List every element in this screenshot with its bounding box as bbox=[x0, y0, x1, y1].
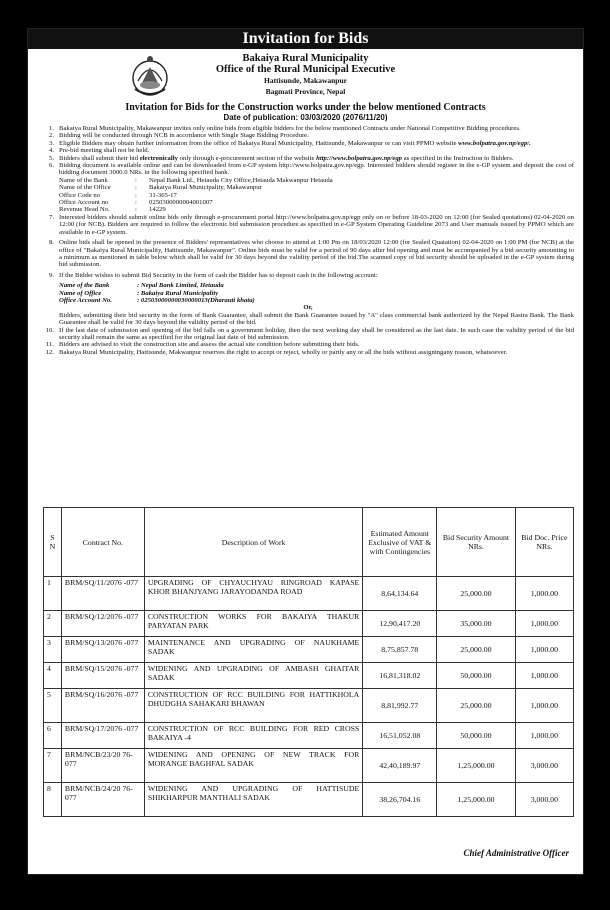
deposit-account-label: Name of the Bank bbox=[59, 282, 110, 290]
bank-detail-label: Revenue Head No. bbox=[59, 206, 110, 214]
cell-bid-security: 1,25,000.00 bbox=[437, 749, 515, 783]
bank-detail-label: Name of the Office bbox=[59, 184, 111, 192]
clause-9: 9. If the Bidder wishes to submit Bid Security in the form of cash the Bidder has to deposit cash in the following account: bbox=[48, 271, 378, 279]
cell-estimated-amount: 42,40,189.97 bbox=[363, 749, 437, 783]
deposit-account-label: Name of Office bbox=[59, 289, 102, 297]
header-contract-no: Contract No. bbox=[61, 508, 144, 577]
clause-4: 4. Pre-bid meeting shall not be held. bbox=[48, 147, 150, 155]
bank-detail-row bbox=[42, 192, 574, 199]
cell-contract-no: BRM/NCB/23/20 76-077 bbox=[61, 749, 144, 783]
deposit-account-value: : Nepal Bank Limited, Hetauda bbox=[137, 282, 224, 290]
signature-title: Chief Administrative Officer bbox=[463, 848, 569, 858]
clause-8: 8. Online bids shall be opened in the presence of Bidders' representatives who choose to attend at 1:00 Pm on 18/03/2020 12:00 (for Sealed Quatation) 02-04-2020 on 1:00 PM (for NCB) at the office of "Bakaiya Rural Municipality, Hattisunde, Makawanpur". Online bids must be valid for a period of 90 days after bid opening and must be accompanied by a bid security amounting to a minimum as mentioned in table below which shall be valid for 30 days beyond the validity period of the bid.The scanned copy of bid security should be uploaded in the e-GP system during bid submission. bbox=[48, 239, 574, 269]
cell-sn: 1 bbox=[44, 577, 62, 611]
office-header bbox=[28, 53, 583, 97]
cell-description: WIDENING AND UPGRADING OF AMBASH GHAITAR SADAK bbox=[144, 663, 362, 689]
cell-description: UPGRADING OF CHYAUCHYAU RINGROAD KAPASE KHOR BHANJYANG JARAYODANDA ROAD bbox=[144, 577, 362, 611]
deposit-account-label: Office Account No. bbox=[59, 296, 112, 304]
clause-6: 6. Bidding document is available online and can be downloaded from e-GP system http://www.bolpatra.gov.np/egp. Interested bidders should register in the e-GP system and deposit the cost of bidding document 3000.0 NRs. in the following specified bank. bbox=[48, 162, 574, 177]
cell-description: MAINTENANCE AND UPGRADING OF NAUKHAME SADAK bbox=[144, 637, 362, 663]
header-bid-doc-price: Bid Doc. Price NRs. bbox=[515, 508, 573, 577]
municipality-name: Bakaiya Rural Municipality bbox=[242, 53, 369, 64]
notice-heading: Invitation for Bids for the Construction works under the below mentioned Contracts bbox=[125, 102, 486, 113]
cell-sn: 5 bbox=[44, 689, 62, 723]
cell-estimated-amount: 16,51,052.08 bbox=[363, 723, 437, 749]
cell-bid-security: 25,000.00 bbox=[437, 689, 515, 723]
cell-contract-no: BRM/NCB/24/20 76-077 bbox=[61, 783, 144, 817]
cell-bid-security: 25,000.00 bbox=[437, 577, 515, 611]
cell-estimated-amount: 8,81,992.77 bbox=[363, 689, 437, 723]
table-row bbox=[44, 689, 574, 723]
bank-detail-value: 14229 bbox=[149, 206, 166, 214]
publication-date: Date of publication: 03/03/2020 (2076/11/20) bbox=[223, 113, 388, 122]
cell-bid-doc-price: 1,000.00 bbox=[515, 577, 573, 611]
cell-sn: 6 bbox=[44, 723, 62, 749]
deposit-account-row bbox=[42, 282, 574, 289]
table-row bbox=[44, 749, 574, 783]
bolpatra-link[interactable]: http://www.bolpatra.gov.np/egp bbox=[316, 154, 403, 162]
bank-detail-value: Nepal Bank Ltd., Hetauda City Office,Hetauda Makwanpur Hetauda bbox=[149, 176, 333, 184]
cell-bid-doc-price: 1,000.00 bbox=[515, 723, 573, 749]
cell-bid-security: 50,000.00 bbox=[437, 663, 515, 689]
cell-contract-no: BRM/SQ/11/2076 -077 bbox=[61, 577, 144, 611]
deposit-account-row bbox=[42, 290, 574, 297]
cell-bid-doc-price: 3,000.00 bbox=[515, 749, 573, 783]
cell-description: CONSTRUCTION WORKS FOR BAKAIYA THAKUR PARYATAN PARK bbox=[144, 611, 362, 637]
header-description: Description of Work bbox=[144, 508, 362, 577]
clause-12: 12. Bakaiya Rural Municipality, Hattisunde, Makwanpur reserves the right to accept or reject, wholly or partly any or all the bids without assigningany reason, whatsoever. bbox=[45, 348, 508, 356]
bank-detail-sep: : bbox=[135, 176, 137, 184]
cell-bid-security: 25,000.00 bbox=[437, 637, 515, 663]
cell-contract-no: BRM/SQ/15/2076 -077 bbox=[61, 663, 144, 689]
table-row bbox=[44, 611, 574, 637]
header-sn: S N bbox=[44, 508, 62, 577]
table-row bbox=[44, 637, 574, 663]
contracts-table-body bbox=[44, 577, 574, 817]
cell-contract-no: BRM/SQ/17/2076 -077 bbox=[61, 723, 144, 749]
bank-guarantee-note: Bidders, submitting their bid security in the form of Bank Guarantee, shall submit the Bank Guarantee issued by "A" class commercial bank authorized by the Nepal Rastra Bank. The Bank Guarantee shall be valid for 30 days beyond the validity period of the bid. bbox=[59, 311, 574, 327]
cell-bid-doc-price: 1,000.00 bbox=[515, 689, 573, 723]
clause-5: 5. Bidders shall submit their bid electronically only through e-procurement section of the website http://www.bolpatra.gov.np/egp as specified in the Instruction to Bidders. bbox=[48, 154, 514, 162]
or-label: Or, bbox=[303, 304, 313, 312]
header-estimated-amount: Estimated Amount Exclusive of VAT & with Contingencies bbox=[363, 508, 437, 577]
bank-detail-row bbox=[42, 206, 574, 213]
cell-description: WIDENING AND OPENING OF NEW TRACK FOR MORANGE BAGHFAL SADAK bbox=[144, 749, 362, 783]
cell-sn: 4 bbox=[44, 663, 62, 689]
office-name: Office of the Rural Municipal Executive bbox=[215, 64, 396, 75]
cell-bid-doc-price: 1,000.00 bbox=[515, 663, 573, 689]
deposit-account bbox=[42, 282, 574, 304]
cell-bid-doc-price: 1,000.00 bbox=[515, 611, 573, 637]
cell-bid-doc-price: 1,000.00 bbox=[515, 637, 573, 663]
cell-contract-no: BRM/SQ/13/2076 -077 bbox=[61, 637, 144, 663]
cell-contract-no: BRM/SQ/16/2076 -077 bbox=[61, 689, 144, 723]
deposit-account-value: : 02503000000030000013(Dharauti khata) bbox=[137, 296, 255, 304]
cell-sn: 3 bbox=[44, 637, 62, 663]
notice-clauses bbox=[42, 125, 574, 356]
cell-description: CONSTRUCTION OF RCC BUILDING FOR HATTIKHOLA DHUDGHA SAHAKARI BHAWAN bbox=[144, 689, 362, 723]
bank-detail-row bbox=[42, 199, 574, 206]
clause-10: 10. If the last date of submission and opening of the bid falls on a government holiday, then the next working day shall be considered as the last date. In such case the validity period of the bid security shall remain the same as specified for the original last date of bid submission. bbox=[45, 326, 574, 341]
cell-estimated-amount: 8,64,134.64 bbox=[363, 577, 437, 611]
cell-sn: 7 bbox=[44, 749, 62, 783]
cell-estimated-amount: 12,90,417.20 bbox=[363, 611, 437, 637]
cell-bid-security: 1,25,000.00 bbox=[437, 783, 515, 817]
cell-estimated-amount: 38,26,704.16 bbox=[363, 783, 437, 817]
office-location: Hattisunde, Makawanpur bbox=[264, 76, 347, 85]
clause-2: 2. Bidding will be conducted through NCB in accordance with Single Stage Bidding Procedure. bbox=[48, 132, 309, 140]
table-row bbox=[44, 577, 574, 611]
clause-7: 7. Interested bidders should submit online bids only through e-procurement portal http://www.bolpatra.gov.np/egp only on or before 18-03-2020 on 12:00 (for Sealed quotations) 02-04-2020 on 12:00 (for NCB). Bidders are required to follow the electronic bid submission procedure as specified in e-GP System Operating Guideline 2073 and User manuals issued by PPMO which are available in e-GP system. bbox=[48, 213, 574, 236]
bank-detail-label: Office Account no bbox=[59, 199, 109, 207]
bank-detail-row bbox=[42, 184, 574, 191]
cell-contract-no: BRM/SQ/12/2076 -077 bbox=[61, 611, 144, 637]
bank-detail-value: Bakaiya Rural Municipality, Makawanpur bbox=[149, 184, 262, 192]
header-bid-security: Bid Security Amount NRs. bbox=[437, 508, 515, 577]
table-row bbox=[44, 783, 574, 817]
contracts-table bbox=[43, 507, 574, 817]
bank-detail-row bbox=[42, 177, 574, 184]
bank-details bbox=[42, 177, 574, 214]
deposit-account-row bbox=[42, 297, 574, 304]
bank-detail-sep: : bbox=[135, 206, 137, 214]
bank-detail-sep: : bbox=[135, 199, 137, 207]
bank-detail-sep: : bbox=[135, 191, 137, 199]
cell-description: WIDENING AND UPGRADING OF HATTISUDE SHIKHARPUR MANTHALI SADAK bbox=[144, 783, 362, 817]
deposit-account-value: : Bakaiya Rural Municipality bbox=[137, 289, 219, 297]
table-header-row bbox=[44, 508, 574, 577]
egp-link[interactable]: www.bolpatra.gov.np/egp/. bbox=[458, 139, 531, 147]
bank-detail-sep: : bbox=[135, 184, 137, 192]
bank-detail-label: Name of the Bank bbox=[59, 176, 108, 184]
clause-3: 3. Eligible Bidders may obtain further information from the office of Bakaiya Rural Municipality, Hattisunde, Makawanpur or can visit PPMO website www.bolpatra.gov.np/egp/. bbox=[48, 139, 531, 147]
cell-sn: 8 bbox=[44, 783, 62, 817]
cell-description: CONSTRUCTION OF RCC BUILDING FOR RED CROSS BAKAIYA -4 bbox=[144, 723, 362, 749]
clause-1: 1. Bakaiya Rural Municipality, Makawanpur invites only online bids from eligible bidders for the below mentioned Contracts under National Competitive Bidding procedures. bbox=[48, 125, 521, 132]
bank-detail-value: 31-365-17 bbox=[149, 191, 177, 199]
cell-bid-security: 50,000.00 bbox=[437, 723, 515, 749]
cell-estimated-amount: 16,81,318.02 bbox=[363, 663, 437, 689]
notice-page bbox=[27, 28, 584, 875]
bank-detail-value: 0250300000004001007 bbox=[149, 199, 213, 207]
cell-bid-doc-price: 3,000.00 bbox=[515, 783, 573, 817]
bank-detail-label: Office Code no bbox=[59, 191, 101, 199]
office-province: Bagmati Province, Nepal bbox=[265, 87, 346, 96]
cell-estimated-amount: 8,75,857.78 bbox=[363, 637, 437, 663]
clause-11: 11. Bidders are advised to visit the construction site and assess the actual site condition before submitting their bids. bbox=[45, 341, 360, 349]
table-row bbox=[44, 663, 574, 689]
cell-sn: 2 bbox=[44, 611, 62, 637]
table-row bbox=[44, 723, 574, 749]
banner-title: Invitation for Bids bbox=[28, 29, 583, 49]
cell-bid-security: 35,000.00 bbox=[437, 611, 515, 637]
